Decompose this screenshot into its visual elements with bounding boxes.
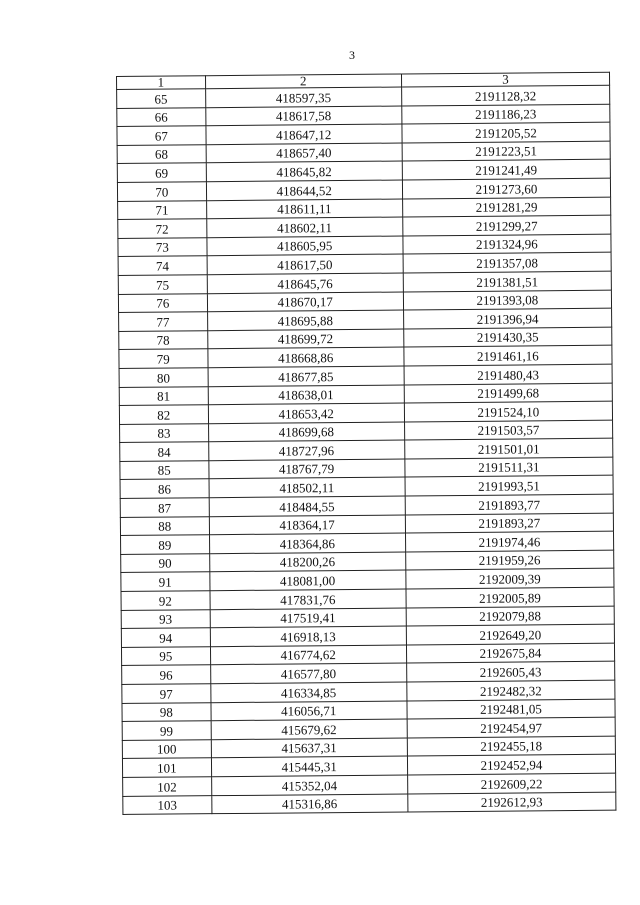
cell-x-coordinate: 417519,41 [210,608,406,628]
cell-y-coordinate: 2192482,32 [407,680,615,700]
cell-y-coordinate: 2191381,51 [403,271,611,291]
cell-y-coordinate: 2191241,49 [402,160,610,180]
cell-point-number: 89 [121,535,210,554]
cell-y-coordinate: 2191128,32 [401,85,609,105]
cell-point-number: 71 [118,200,207,219]
cell-x-coordinate: 418645,76 [207,273,403,293]
cell-x-coordinate: 415679,62 [211,719,407,739]
cell-point-number: 101 [122,758,211,777]
cell-y-coordinate: 2191430,35 [404,327,612,347]
cell-x-coordinate: 418767,79 [208,459,404,479]
cell-y-coordinate: 2191299,27 [403,215,611,235]
cell-point-number: 78 [119,330,208,349]
cell-x-coordinate: 417831,76 [210,589,406,609]
cell-y-coordinate: 2191281,29 [402,197,610,217]
cell-y-coordinate: 2191511,31 [405,457,613,477]
cell-y-coordinate: 2191396,94 [403,308,611,328]
column-header-x: 2 [205,74,401,89]
cell-y-coordinate: 2192612,93 [408,792,616,812]
cell-y-coordinate: 2191503,57 [404,420,612,440]
cell-point-number: 80 [119,368,208,387]
cell-x-coordinate: 418657,40 [206,143,402,163]
cell-point-number: 91 [121,572,210,591]
cell-point-number: 103 [123,795,212,814]
cell-x-coordinate: 418502,11 [209,477,405,497]
cell-x-coordinate: 418647,12 [206,124,402,144]
table-row [123,792,616,815]
cell-x-coordinate: 418644,52 [206,180,402,200]
cell-x-coordinate: 418699,72 [207,329,403,349]
cell-point-number: 69 [117,163,206,182]
cell-point-number: 76 [118,293,207,312]
cell-y-coordinate: 2192675,84 [406,643,614,663]
cell-x-coordinate: 418597,35 [205,87,401,107]
cell-x-coordinate: 418695,88 [207,310,403,330]
cell-x-coordinate: 418602,11 [206,217,402,237]
cell-x-coordinate: 418081,00 [209,570,405,590]
cell-y-coordinate: 2191524,10 [404,401,612,421]
cell-x-coordinate: 418645,82 [206,161,402,181]
cell-x-coordinate: 418364,86 [209,533,405,553]
cell-y-coordinate: 2191357,08 [403,253,611,273]
cell-y-coordinate: 2192452,94 [407,755,615,775]
cell-x-coordinate: 416918,13 [210,626,406,646]
cell-x-coordinate: 415352,04 [211,775,407,795]
cell-x-coordinate: 416334,85 [210,682,406,702]
cell-y-coordinate: 2191893,27 [405,513,613,533]
cell-x-coordinate: 416056,71 [211,701,407,721]
cell-y-coordinate: 2191974,46 [405,531,613,551]
cell-y-coordinate: 2191499,68 [404,383,612,403]
cell-y-coordinate: 2192481,05 [407,699,615,719]
cell-y-coordinate: 2192609,22 [407,773,615,793]
cell-y-coordinate: 2191501,01 [405,438,613,458]
cell-x-coordinate: 418364,17 [209,515,405,535]
cell-x-coordinate: 416774,62 [210,645,406,665]
cell-point-number: 67 [117,126,206,145]
cell-point-number: 77 [119,312,208,331]
cell-y-coordinate: 2192454,97 [407,717,615,737]
cell-y-coordinate: 2191324,96 [403,234,611,254]
cell-y-coordinate: 2191273,60 [402,178,610,198]
cell-x-coordinate: 418617,50 [207,254,403,274]
cell-point-number: 95 [121,647,210,666]
cell-point-number: 82 [119,405,208,424]
cell-point-number: 94 [121,628,210,647]
cell-y-coordinate: 2192005,89 [406,587,614,607]
cell-point-number: 85 [120,461,209,480]
cell-x-coordinate: 415316,86 [211,794,407,814]
cell-point-number: 88 [120,516,209,535]
cell-y-coordinate: 2191186,23 [402,104,610,124]
cell-y-coordinate: 2192079,88 [406,606,614,626]
cell-point-number: 81 [119,386,208,405]
cell-y-coordinate: 2191223,51 [402,141,610,161]
cell-point-number: 73 [118,237,207,256]
cell-point-number: 90 [121,554,210,573]
cell-x-coordinate: 418605,95 [207,236,403,256]
cell-point-number: 74 [118,256,207,275]
cell-point-number: 79 [119,349,208,368]
cell-y-coordinate: 2191461,16 [404,345,612,365]
cell-point-number: 84 [120,442,209,461]
coordinates-table [116,72,616,815]
cell-point-number: 87 [120,498,209,517]
cell-x-coordinate: 418670,17 [207,292,403,312]
column-header-y: 3 [401,72,609,87]
cell-y-coordinate: 2191893,77 [405,494,613,514]
cell-point-number: 100 [122,739,211,758]
cell-point-number: 68 [117,145,206,164]
cell-point-number: 102 [123,777,212,796]
cell-y-coordinate: 2192009,39 [406,569,614,589]
column-header-number: 1 [117,76,206,90]
cell-x-coordinate: 418653,42 [208,403,404,423]
cell-point-number: 93 [121,609,210,628]
cell-point-number: 86 [120,479,209,498]
cell-x-coordinate: 415445,31 [211,756,407,776]
cell-x-coordinate: 418484,55 [209,496,405,516]
cell-point-number: 72 [118,219,207,238]
cell-x-coordinate: 416577,80 [210,663,406,683]
page-number: 3 [349,48,355,62]
cell-point-number: 75 [118,275,207,294]
cell-point-number: 99 [122,721,211,740]
cell-point-number: 65 [117,89,206,108]
cell-x-coordinate: 418677,85 [208,366,404,386]
cell-y-coordinate: 2191205,52 [402,122,610,142]
cell-y-coordinate: 2192605,43 [406,662,614,682]
cell-x-coordinate: 418611,11 [206,199,402,219]
cell-point-number: 92 [121,591,210,610]
cell-y-coordinate: 2192455,18 [407,736,615,756]
cell-x-coordinate: 415637,31 [211,738,407,758]
cell-point-number: 66 [117,107,206,126]
cell-point-number: 97 [122,684,211,703]
cell-x-coordinate: 418617,58 [205,106,401,126]
cell-point-number: 70 [117,182,206,201]
cell-point-number: 98 [122,702,211,721]
cell-y-coordinate: 2191993,51 [405,476,613,496]
cell-point-number: 83 [120,423,209,442]
cell-x-coordinate: 418200,26 [209,552,405,572]
cell-y-coordinate: 2191480,43 [404,364,612,384]
cell-y-coordinate: 2191393,08 [403,290,611,310]
cell-y-coordinate: 2191959,26 [405,550,613,570]
cell-x-coordinate: 418638,01 [208,384,404,404]
cell-point-number: 96 [122,665,211,684]
cell-x-coordinate: 418699,68 [208,422,404,442]
cell-x-coordinate: 418668,86 [207,347,403,367]
table-body [117,85,616,814]
cell-x-coordinate: 418727,96 [208,440,404,460]
cell-y-coordinate: 2192649,20 [406,624,614,644]
